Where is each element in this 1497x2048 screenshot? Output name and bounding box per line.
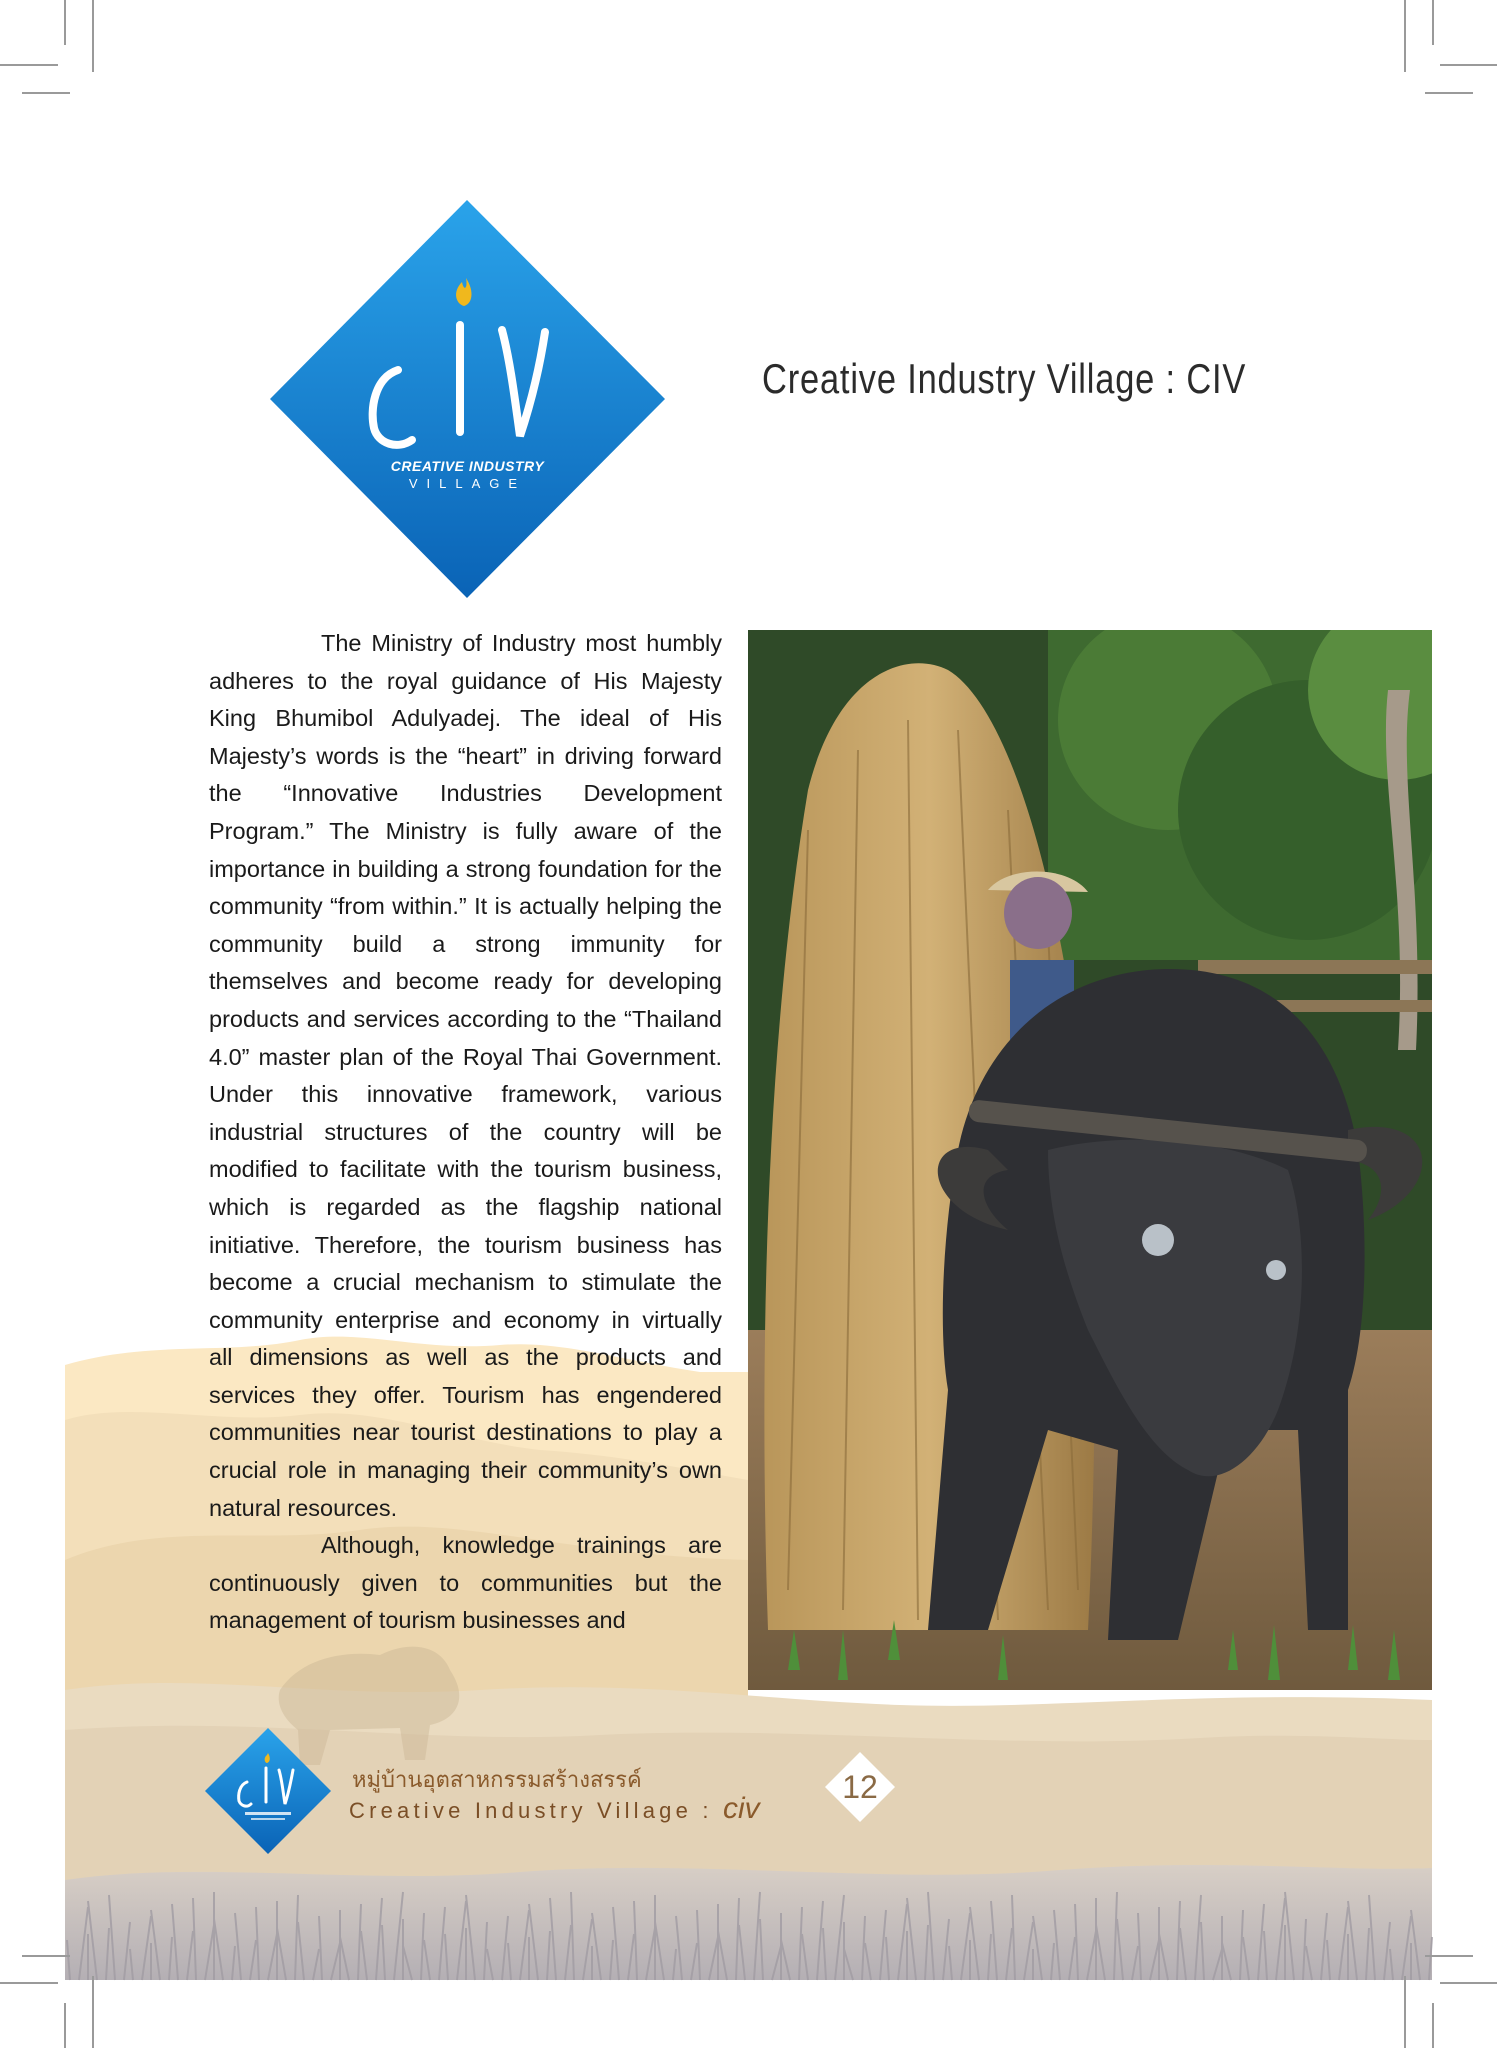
crop-mark xyxy=(64,2003,66,2048)
body-text xyxy=(209,625,722,1640)
crop-mark xyxy=(1432,0,1434,45)
civ-logo xyxy=(270,200,665,598)
crop-mark xyxy=(1440,1982,1497,1984)
photo-buffalo-scarecrow xyxy=(748,630,1432,1690)
body-paragraph: The Ministry of Industry most humbly adheres to the royal guidance of His Majesty King Bhumibol Adulyadej. The ideal of His Majesty’s words is the “heart” in driving forward the “Innovative Industries Development Program.” The Ministry is fully aware of the importance in building a strong foundation for the community “from within.” It is actually helping the community build a strong immunity for themselves and become ready for developing products and services according to the “Thailand 4.0” master plan of the Royal Thai Government. Under this innovative framework, various industrial structures of the country will be modified to facilitate with the tourism business, which is regarded as the flagship national initiative. Therefore, the tourism business has become a crucial mechanism to stimulate the community enterprise and economy in virtually all dimensions as well as the products and services they offer. Tourism has engendered communities near tourist destinations to play a crucial role in managing their community’s own natural resources. xyxy=(209,630,722,1521)
page-number: 12 xyxy=(842,1769,878,1805)
page-title: Creative Industry Village : CIV xyxy=(762,355,1247,402)
crop-mark xyxy=(0,64,58,66)
crop-mark xyxy=(1432,2003,1434,2048)
logo-line-village: VILLAGE xyxy=(408,476,527,491)
crop-mark xyxy=(1404,1976,1406,2048)
crop-mark xyxy=(22,92,70,94)
crop-mark xyxy=(1425,92,1473,94)
footer-english-text: Creative Industry Village : xyxy=(349,1798,723,1823)
crop-mark xyxy=(92,1976,94,2048)
crop-mark xyxy=(1404,0,1406,72)
footer-civ-logo xyxy=(205,1728,331,1854)
crop-mark xyxy=(1440,64,1497,66)
footer-thai-title: หมู่บ้านอุตสาหกรรมสร้างสรรค์ xyxy=(352,1767,642,1792)
crop-mark xyxy=(64,0,66,45)
crop-mark xyxy=(92,0,94,72)
logo-line-creative-industry: CREATIVE INDUSTRY xyxy=(390,458,545,474)
crop-mark xyxy=(1425,1955,1473,1957)
footer-civ-mark: civ xyxy=(722,1792,760,1825)
crop-mark xyxy=(22,1955,70,1957)
page-number-badge xyxy=(823,1750,897,1824)
body-paragraph: Although, knowledge trainings are continuously given to communities but the management of tourism businesses and xyxy=(209,1532,722,1634)
footer-english-title xyxy=(349,1792,760,1826)
crop-mark xyxy=(0,1982,58,1984)
